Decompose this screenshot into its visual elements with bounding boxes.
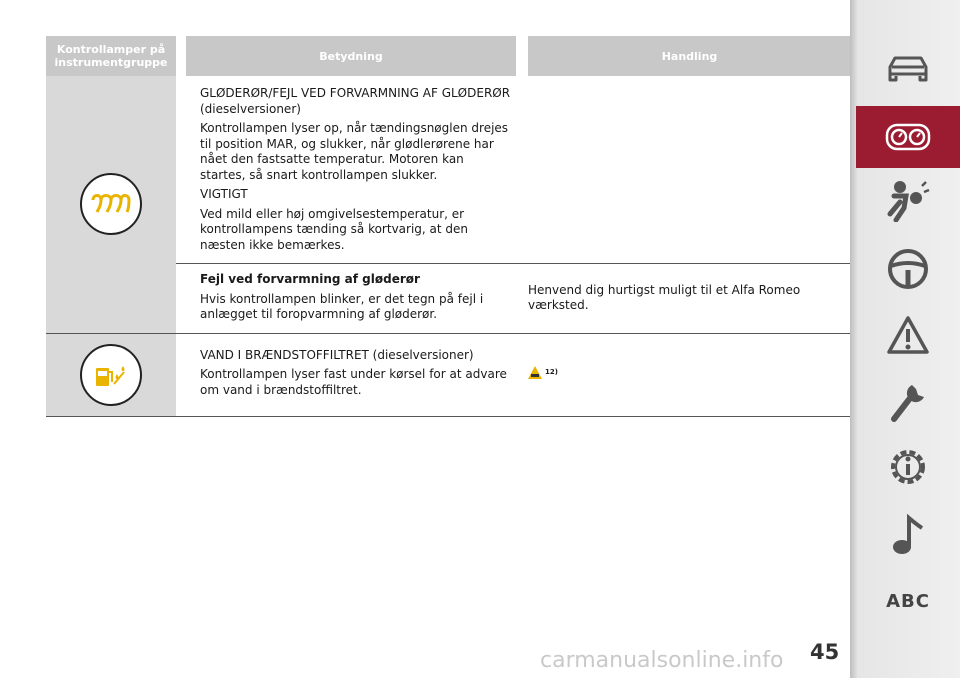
important-label: VIGTIGT: [200, 187, 248, 201]
info-gear-icon: [886, 445, 930, 489]
fault-cell: [186, 264, 516, 334]
action-reference: 12): [545, 368, 558, 377]
header-meaning: Betydning: [186, 36, 516, 76]
sidebar-item-technical[interactable]: [856, 436, 960, 498]
music-note-icon: [890, 514, 926, 556]
water-in-fuel-lamp-icon: [80, 344, 142, 406]
sidebar-item-car[interactable]: [856, 38, 960, 100]
action-cell: [528, 333, 851, 416]
lamp-description: Kontrollampen lyser fast under kørsel for at advare om vand i brændstoffiltret.: [200, 367, 507, 397]
fault-text: Hvis kontrollampen blinker, er det tegn på fejl i anlægget til foropvarmning af gløderør.: [200, 291, 484, 321]
lamp-title: VAND I BRÆNDSTOFFILTRET (dieselversioner): [200, 347, 474, 362]
header-action: Handling: [528, 36, 851, 76]
glow-plug-lamp-icon: [80, 173, 142, 235]
airbag-person-icon: [886, 180, 930, 222]
page-number: 45: [810, 640, 840, 664]
car-icon: [886, 54, 930, 84]
lamp-description: Kontrollampen lyser op, når tændingsnøglen drejes til position MAR, og slukker, når glødlerørene har nået den fastsatte temperatur. Motoren kan startes, så snart kontrollampen slukker.: [200, 121, 509, 182]
wrench-icon: [888, 379, 928, 423]
sidebar-item-emergency[interactable]: [856, 304, 960, 366]
warning-lamps-table: [46, 36, 851, 417]
lamp-title: GLØDERØR/FEJL VED FORVARMNING AF GLØDERØR (dieselversioner): [200, 86, 511, 116]
table-header: [46, 36, 851, 76]
table-row: [46, 333, 851, 416]
chapter-sidebar: [850, 0, 960, 678]
sidebar-item-maintenance[interactable]: [856, 370, 960, 432]
index-label: ABC: [886, 590, 930, 612]
table-row: [46, 76, 851, 264]
sidebar-item-driving[interactable]: [856, 238, 960, 300]
fault-title: Fejl ved forvarmning af gløderør: [200, 272, 420, 286]
dashboard-gauges-icon: [885, 123, 931, 151]
header-lamp: Kontrollamper på instrumentgruppe: [46, 36, 176, 76]
lamp-cell: [46, 333, 176, 416]
sidebar-item-dashboard[interactable]: [856, 106, 960, 168]
important-text: Ved mild eller høj omgivelsestemperatur, er kontrollampens tænding så kortvarig, at den næsten ikke bemærkes.: [200, 206, 469, 252]
steering-wheel-icon: [887, 248, 929, 290]
meaning-cell: [186, 333, 516, 416]
warning-triangle-icon: [886, 315, 930, 355]
sidebar-item-index[interactable]: [856, 570, 960, 632]
sidebar-item-multimedia[interactable]: [856, 504, 960, 566]
watermark: carmanualsonline.info: [540, 648, 784, 673]
lamp-cell: [46, 76, 176, 333]
meaning-cell: [186, 76, 516, 264]
warning-triangle-icon: [528, 366, 542, 379]
action-text: Henvend dig hurtigst muligt til et Alfa Romeo værksted.: [528, 264, 851, 334]
sidebar-item-safety[interactable]: [856, 170, 960, 232]
